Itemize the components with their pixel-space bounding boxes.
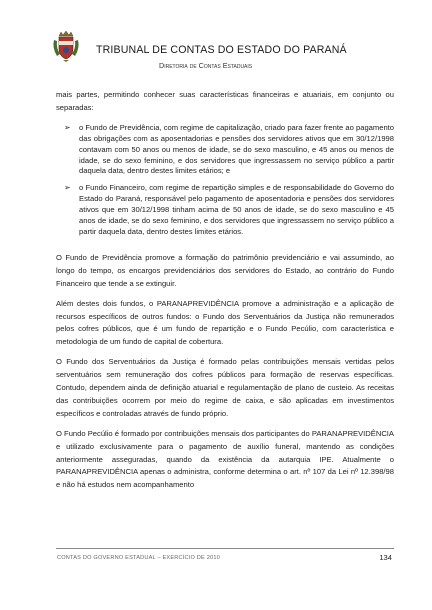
coat-of-arms-icon bbox=[52, 30, 80, 62]
body-paragraph: O Fundo de Previdência promove a formação do patrimônio previdenciário e vai assumindo, ao longo do tempo, os encargos previdenciários dos servidores do Estado, ao contrário do Fundo Financeiro que tende a se extinguir. bbox=[56, 252, 394, 288]
page-header bbox=[0, 0, 432, 80]
fund-list bbox=[56, 123, 394, 238]
footer-divider bbox=[56, 548, 394, 549]
department-subtitle: Diretoria de Contas Estaduais bbox=[159, 61, 253, 70]
footer-caption: CONTAS DO GOVERNO ESTADUAL – EXERCÍCIO DE 2010 bbox=[57, 555, 220, 561]
list-item bbox=[64, 183, 394, 238]
list-item bbox=[64, 123, 394, 178]
arrow-bullet-icon: ➢ bbox=[64, 183, 71, 193]
body-paragraph: O Fundo Pecúlio é formado por contribuições mensais dos participantes do PARANAPREVIDÊNCIA e utilizado exclusivamente para o pagamento de auxílio funeral, mantendo as condições anteriormente asseguradas, quando da existência da autarquia IPE. Atualmente o PARANAPREVIDÊNCIA apenas o administra, conforme determina o art. nº 107 da Lei nº 12.398/98 e não há estudos nem acompanhamento bbox=[56, 428, 394, 490]
institution-title: TRIBUNAL DE CONTAS DO ESTADO DO PARANÁ bbox=[96, 44, 347, 56]
list-item-text: o Fundo de Previdência, com regime de capitalização, criado para fazer frente ao pagamento das obrigações com as aposentadorias e pensões dos servidores ativos que em 30/12/1998 contavam com 50 anos ou menos de idade, se do sexo masculino, e 45 anos ou menos de idade, se do sexo feminino, e dos servidores que ingressassem no serviço público a partir daquela data, dentro destes limites etários; e bbox=[79, 122, 394, 176]
list-item-text: o Fundo Financeiro, com regime de repartição simples e de responsabilidade do Governo do Estado do Paraná, responsável pelo pagamento de aposentadoria e pensões dos servidores ativos que em 30/12/1998 tinham acima de 50 anos de idade, se do sexo masculino e 45 anos de idade, se do sexo feminino, e dos servidores que ingressassem no serviço público a partir daquela data, dentro destes limites etários. bbox=[79, 183, 394, 236]
document-body bbox=[56, 89, 394, 499]
page-number: 134 bbox=[379, 553, 392, 562]
body-paragraph: Além destes dois fundos, o PARANAPREVIDÊNCIA promove a administração e a aplicação de recursos específicos de outros fundos: o Fundo dos Serventuários da Justiça não remunerados pelos cofres públicos, que é um fundo de repartição e o Fundo Pecúlio, com característica e metodologia de um fundo de capital de cobertura. bbox=[56, 298, 394, 347]
intro-paragraph: mais partes, permitindo conhecer suas características financeiras e atuariais, em conjunto ou separadas: bbox=[56, 90, 394, 112]
body-paragraph: O Fundo dos Serventuários da Justiça é formado pelas contribuições mensais vertidas pelos serventuários sem remuneração dos cofres públicos para formação de reservas específicas. Contudo, dependem ainda de definição atuarial e regulamentação de plano de custeio. As receitas das contribuições ocorrem por meio do regime de caixa, e são aplicadas em investimentos específicos e controladas através de fundo próprio. bbox=[56, 357, 394, 418]
arrow-bullet-icon: ➢ bbox=[64, 122, 71, 132]
